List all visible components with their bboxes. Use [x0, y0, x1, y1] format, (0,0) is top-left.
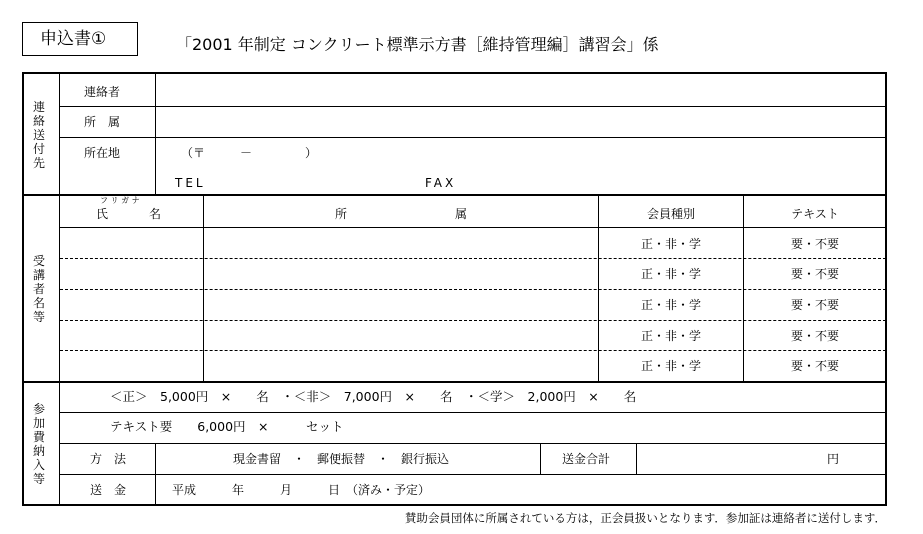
name-column-header-2: 名 [149, 207, 162, 221]
member-type-options[interactable]: 正・非・学 [640, 237, 702, 251]
name-furigana: フ リ ガ ナ [100, 196, 140, 205]
text-required-options[interactable]: 要・不要 [790, 237, 840, 251]
affiliation-label: 所 属 [84, 115, 121, 129]
attendee-affiliation-field[interactable] [205, 291, 597, 319]
tel-label: TEL [175, 176, 206, 190]
attendee-row-divider [60, 258, 886, 259]
yen-unit: 円 [827, 452, 840, 466]
postal-code-open: （〒 [181, 146, 206, 160]
page-title: 「2001 年制定 コンクリート標準示方書［維持管理編］講習会」係 [176, 35, 659, 54]
remittance-date[interactable]: 平成 年 月 日 （済み・予定） [172, 483, 431, 497]
text-column-header: テキスト [791, 207, 839, 221]
total-value-divider [636, 443, 637, 474]
attendee-name-field[interactable] [61, 352, 202, 380]
row-divider [60, 443, 886, 444]
contact-label-divider [155, 74, 156, 194]
section-divider [22, 381, 887, 383]
text-required-options[interactable]: 要・不要 [790, 359, 840, 373]
payment-method-label: 方 法 [90, 452, 127, 466]
footnote: 賛助会員団体に所属されている方は，正会員扱いとなります．参加証は連絡者に送付します． [404, 511, 886, 525]
fees-section-label: 参加費納入等 [32, 402, 45, 486]
attendees-section-label: 受講者名等 [32, 254, 45, 324]
attendee-row-divider [60, 320, 886, 321]
text-fee-calculation: テキスト要 6,000円 × セット [110, 419, 344, 434]
total-amount-label: 送金合計 [562, 452, 611, 466]
text-required-options[interactable]: 要・不要 [790, 329, 840, 343]
payment-method-options[interactable]: 現金書留 ・ 郵便振替 ・ 銀行振込 [232, 452, 450, 466]
attendee-affiliation-field[interactable] [205, 229, 597, 257]
member-type-options[interactable]: 正・非・学 [640, 298, 702, 312]
contact-person-field[interactable] [157, 75, 885, 105]
fax-label: FAX [425, 176, 457, 190]
total-amount-field[interactable] [638, 445, 818, 473]
address-field[interactable] [157, 139, 885, 193]
address-label: 所在地 [84, 146, 121, 160]
attendee-affiliation-field[interactable] [205, 260, 597, 288]
method-label-divider [155, 443, 156, 505]
fee-calculation: ＜正＞ 5,000円 × 名 ・＜非＞ 7,000円 × 名 ・＜学＞ 2,000円 × 名 [110, 389, 637, 404]
name-column-header: 氏 [96, 207, 109, 221]
header-row-divider [60, 227, 886, 228]
member-type-options[interactable]: 正・非・学 [640, 359, 702, 373]
affiliation-column-header: 所 属 [334, 207, 468, 221]
attendee-name-field[interactable] [61, 322, 202, 349]
row-divider [60, 137, 886, 138]
member-type-column-header: 会員種別 [646, 207, 696, 221]
attendee-affiliation-field[interactable] [205, 322, 597, 349]
attendee-name-field[interactable] [61, 260, 202, 288]
section-divider [22, 194, 887, 196]
attendee-name-field[interactable] [61, 229, 202, 257]
postal-code-dash: － [240, 146, 253, 160]
contact-section-label: 連絡送付先 [32, 100, 45, 170]
attendee-affiliation-field[interactable] [205, 352, 597, 380]
member-type-options[interactable]: 正・非・学 [640, 329, 702, 343]
row-divider [60, 106, 886, 107]
total-label-divider [540, 443, 541, 474]
row-divider [60, 474, 886, 475]
affiliation-field[interactable] [157, 108, 885, 136]
form-number: 申込書① [40, 29, 107, 49]
attendee-name-field[interactable] [61, 291, 202, 319]
contact-person-label: 連絡者 [84, 85, 121, 99]
member-type-options[interactable]: 正・非・学 [640, 267, 702, 281]
attendee-row-divider [60, 289, 886, 290]
remittance-label: 送 金 [90, 483, 127, 497]
text-required-options[interactable]: 要・不要 [790, 267, 840, 281]
attendee-row-divider [60, 350, 886, 351]
row-divider [60, 412, 886, 413]
text-required-options[interactable]: 要・不要 [790, 298, 840, 312]
postal-code-close: ） [305, 146, 318, 160]
